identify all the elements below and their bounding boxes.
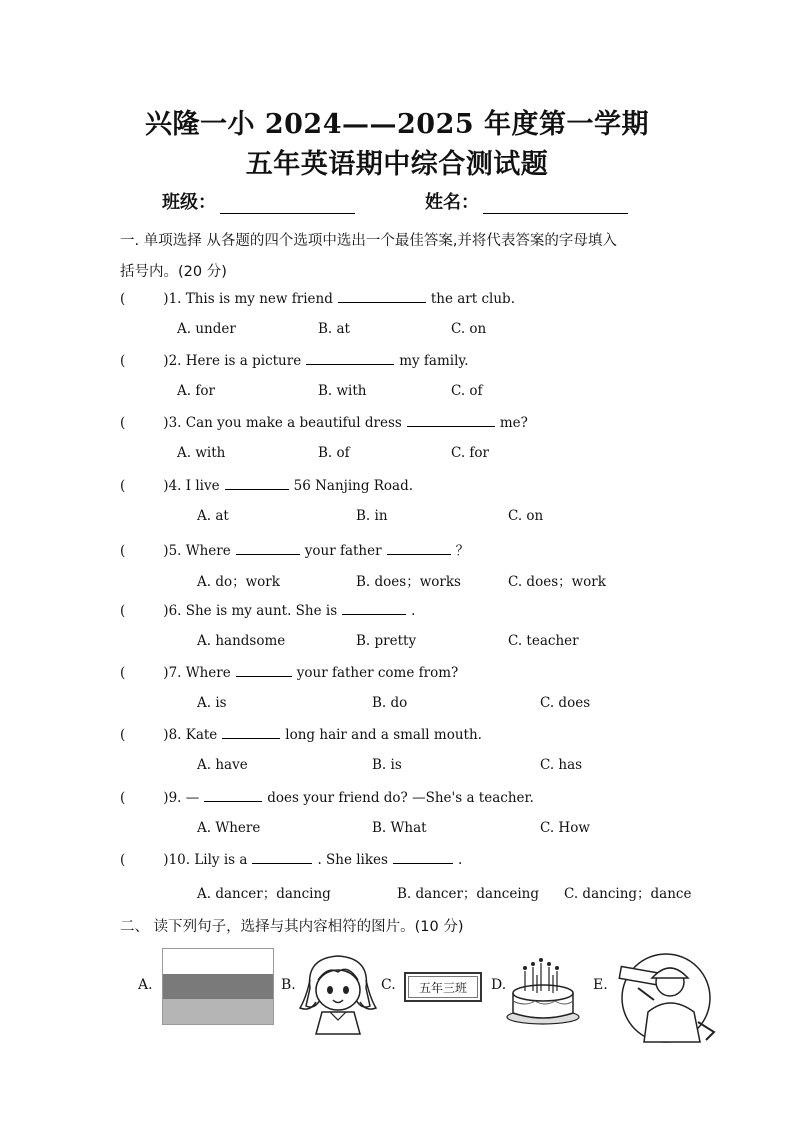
fill-in-blank[interactable] [204, 789, 262, 802]
option-c[interactable]: C. of [451, 383, 483, 399]
name-blank[interactable] [483, 195, 628, 214]
option-c[interactable]: C. has [540, 757, 583, 773]
question-3 [120, 414, 528, 431]
question-text-end: ？ [455, 543, 470, 559]
fill-in-blank[interactable] [338, 290, 426, 303]
section2-heading: 二、 读下列句子，选择与其内容相符的图片。(10 分) [120, 919, 464, 935]
answer-bracket-close: ) [163, 353, 169, 369]
question-2 [120, 352, 469, 369]
question-text: 6. She is my aunt. She is [168, 603, 338, 619]
answer-bracket-close: ) [163, 478, 169, 494]
question-7 [120, 664, 458, 681]
option-b[interactable]: B. is [372, 757, 402, 773]
option-c[interactable]: C. dancing；dance [564, 886, 692, 902]
girl-picture [296, 950, 380, 1036]
question-text-end: me? [499, 415, 528, 431]
option-a[interactable]: A. is [197, 695, 227, 711]
answer-bracket-close: ) [163, 790, 169, 806]
class-label: 班级： [162, 192, 216, 213]
answer-bracket-open: ( [120, 478, 126, 494]
option-b[interactable]: B. What [372, 820, 427, 836]
page-title: 兴隆一小 2024——2025 年度第一学期 [144, 109, 650, 140]
option-a[interactable]: A. with [177, 445, 226, 461]
section1-heading: 一. 单项选择 从各题的四个选项中选出一个最佳答案,并将代表答案的字母填入 [120, 233, 617, 249]
option-c[interactable]: C. How [540, 820, 590, 836]
question-text: 1. This is my new friend [168, 291, 333, 307]
option-b[interactable]: B. pretty [356, 633, 417, 649]
option-a[interactable]: A. for [177, 383, 215, 399]
question-text: 4. I live [168, 478, 220, 494]
worker-picture [614, 952, 720, 1046]
answer-bracket-open: ( [120, 790, 126, 806]
option-c[interactable]: C. on [451, 321, 487, 337]
option-a[interactable]: A. do；work [197, 574, 280, 590]
option-a[interactable]: A. have [197, 757, 248, 773]
name-label: 姓名： [425, 192, 479, 213]
page-subtitle: 五年英语期中综合测试题 [245, 149, 549, 180]
option-b[interactable]: B. does；works [356, 574, 461, 590]
option-b[interactable]: B. dancer；danceing [397, 886, 539, 902]
question-1 [120, 290, 515, 307]
answer-bracket-close: ) [163, 603, 169, 619]
question-4 [120, 477, 413, 494]
fill-in-blank[interactable] [306, 352, 394, 365]
pic-label-a: A. [138, 977, 153, 993]
answer-bracket-open: ( [120, 543, 126, 559]
question-text-middle: . She likes [317, 852, 388, 868]
option-b[interactable]: B. of [318, 445, 350, 461]
pic-label-e: E. [593, 977, 608, 993]
section1-heading-cont: 括号内。(20 分) [120, 264, 227, 280]
question-text: 8. Kate [168, 727, 218, 743]
answer-bracket-open: ( [120, 603, 126, 619]
answer-bracket-open: ( [120, 415, 126, 431]
answer-bracket-close: ) [163, 665, 169, 681]
question-text-end: long hair and a small mouth. [285, 727, 482, 743]
class-sign-text: 五年三班 [418, 981, 467, 995]
fill-in-blank[interactable] [342, 602, 406, 615]
fill-in-blank[interactable] [407, 414, 495, 427]
question-text-end: . [457, 852, 463, 868]
option-a[interactable]: A. dancer；dancing [197, 886, 331, 902]
class-field [162, 188, 355, 214]
option-c[interactable]: C. for [451, 445, 490, 461]
fill-in-blank[interactable] [393, 851, 453, 864]
birthday-cake-picture [505, 955, 581, 1025]
option-b[interactable]: B. with [318, 383, 367, 399]
option-a[interactable]: A. under [177, 321, 236, 337]
fill-in-blank[interactable] [222, 726, 280, 739]
option-c[interactable]: C. on [508, 508, 544, 524]
answer-bracket-open: ( [120, 353, 126, 369]
answer-bracket-open: ( [120, 665, 126, 681]
question-9 [120, 789, 534, 806]
question-5 [120, 539, 469, 559]
question-8 [120, 726, 482, 743]
option-a[interactable]: A. handsome [197, 633, 286, 649]
option-b[interactable]: B. at [318, 321, 350, 337]
class-sign-picture [404, 972, 482, 1002]
question-text-end: . [411, 603, 416, 619]
answer-bracket-close: ) [163, 852, 169, 868]
answer-bracket-close: ) [163, 291, 169, 307]
question-text: 5. Where [168, 543, 231, 559]
name-field [425, 188, 628, 214]
pic-label-b: B. [281, 977, 296, 993]
class-blank[interactable] [220, 195, 355, 214]
fill-in-blank[interactable] [236, 542, 300, 555]
question-text-end: the art club. [430, 291, 515, 307]
option-b[interactable]: B. do [372, 695, 408, 711]
question-text: 9. — [168, 790, 200, 806]
question-text-middle: your father [304, 543, 382, 559]
answer-bracket-open: ( [120, 291, 126, 307]
answer-bracket-open: ( [120, 727, 126, 743]
fill-in-blank[interactable] [252, 851, 312, 864]
question-10 [120, 851, 462, 868]
answer-bracket-close: ) [163, 543, 169, 559]
pic-label-c: C. [381, 977, 396, 993]
fill-in-blank[interactable] [225, 477, 289, 490]
flag-picture [162, 948, 274, 1025]
question-text: 7. Where [168, 665, 231, 681]
question-text: 2. Here is a picture [168, 353, 302, 369]
pic-label-d: D. [491, 977, 507, 993]
answer-bracket-close: ) [163, 415, 169, 431]
question-text-end: your father come from? [296, 665, 459, 681]
option-c[interactable]: C. teacher [508, 633, 579, 649]
question-text: 3. Can you make a beautiful dress [168, 415, 402, 431]
answer-bracket-open: ( [120, 852, 126, 868]
fill-in-blank[interactable] [236, 664, 292, 677]
question-text-end: 56 Nanjing Road. [293, 478, 414, 494]
option-c[interactable]: C. does [540, 695, 591, 711]
question-text: 10. Lily is a [168, 852, 248, 868]
answer-bracket-close: ) [163, 727, 169, 743]
option-a[interactable]: A. at [197, 508, 229, 524]
question-6 [120, 602, 415, 619]
question-text-middle: does your friend do? —She's a teacher. [267, 790, 534, 806]
option-b[interactable]: B. in [356, 508, 388, 524]
question-text-end: my family. [399, 353, 469, 369]
option-a[interactable]: A. Where [197, 820, 261, 836]
option-c[interactable]: C. does；work [508, 574, 606, 590]
fill-in-blank[interactable] [387, 542, 451, 555]
